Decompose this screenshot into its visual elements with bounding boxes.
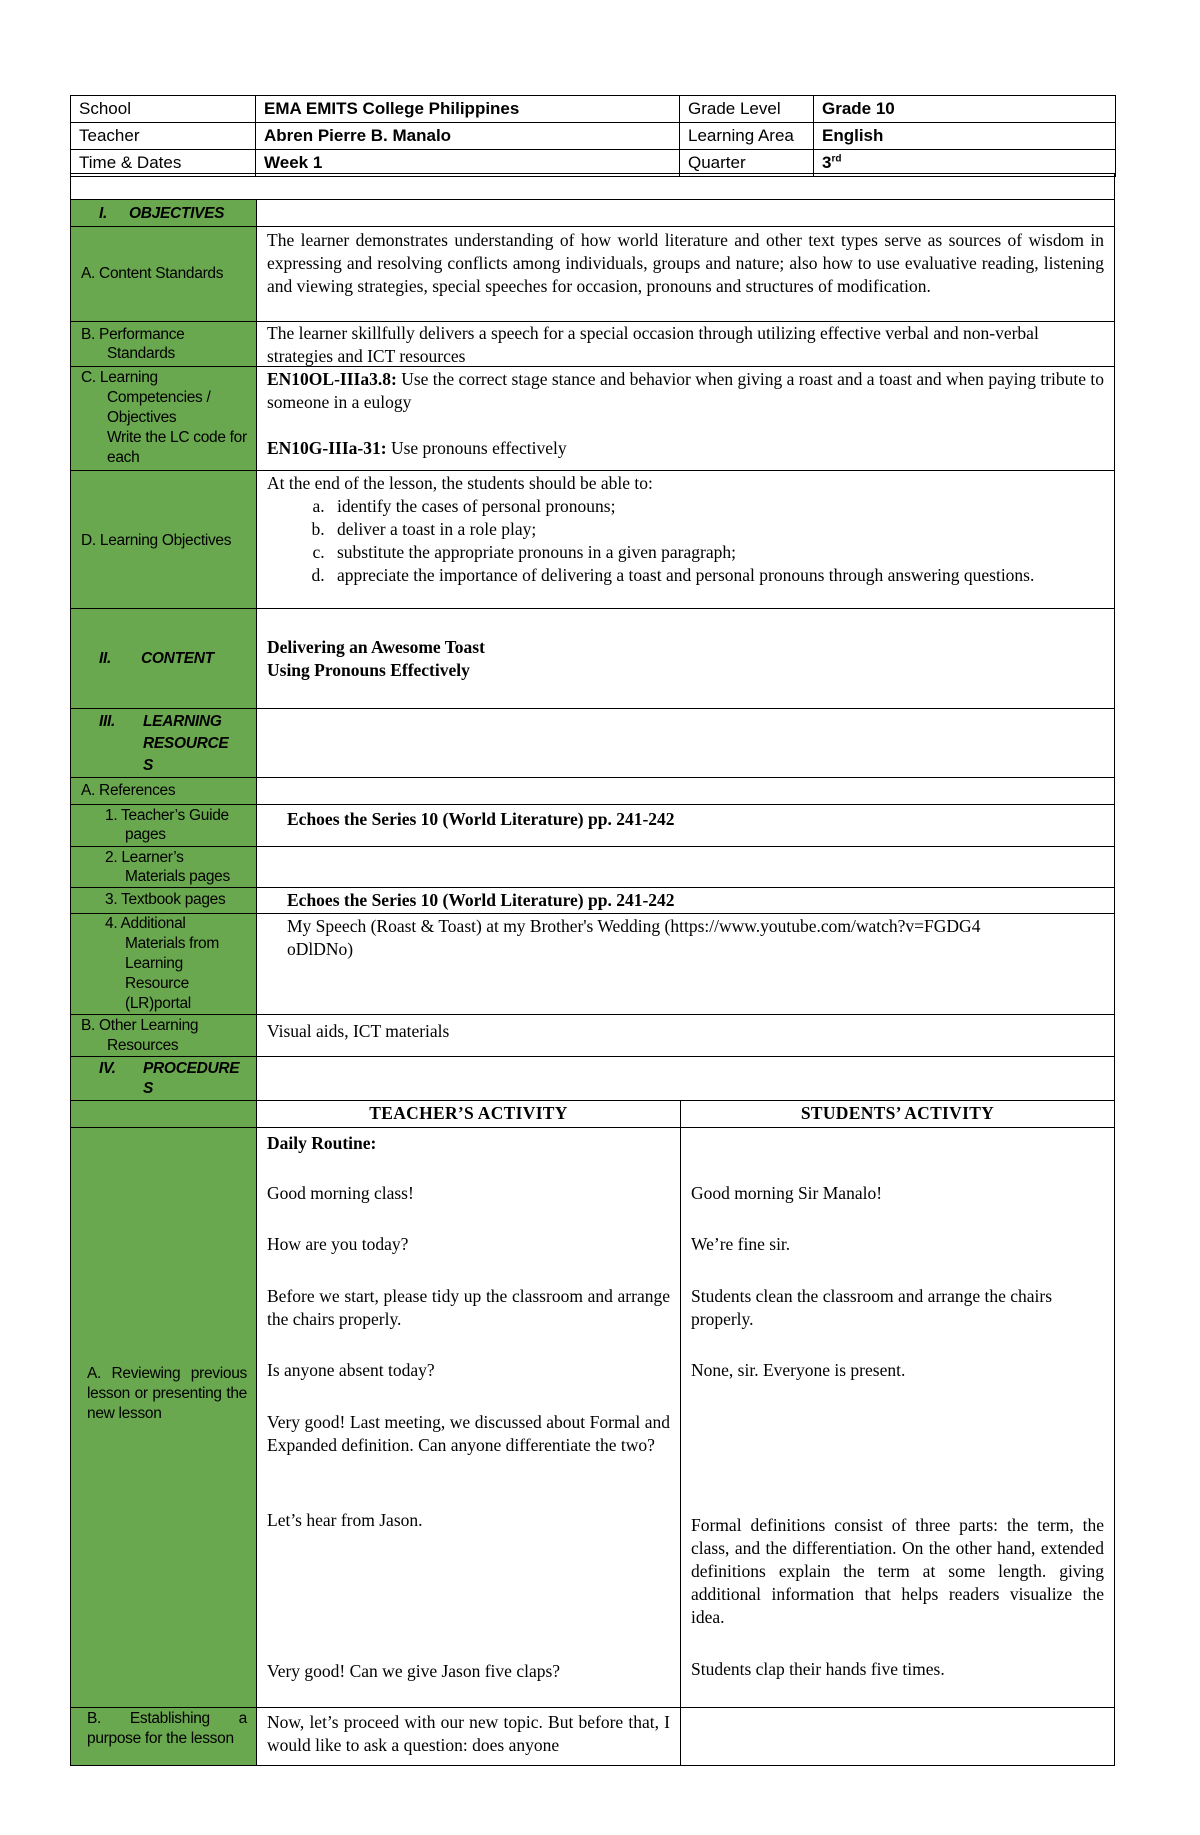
performance-standards-text: The learner skillfully delivers a speech for a special occasion through utilizing effective verbal and non-verbal strategies and ICT resources bbox=[267, 323, 1039, 366]
competency-2: EN10G-IIIa-31: Use pronouns effectively bbox=[267, 438, 567, 458]
teachers-guide-label: 1. Teacher’s Guide pages bbox=[70, 804, 257, 847]
competencies-text-cell bbox=[256, 366, 1115, 471]
teacher-line-2: How are you today? bbox=[267, 1234, 409, 1254]
teacher-activity-header-cell bbox=[256, 1100, 681, 1128]
additional-materials-label: 4. Additional Materials from Learning Resource (LR)portal bbox=[70, 913, 257, 1015]
school-value: EMA EMITS College Philippines bbox=[256, 96, 680, 123]
student-line-1: Good morning Sir Manalo! bbox=[691, 1183, 883, 1203]
content-title-1: Delivering an Awesome Toast bbox=[267, 637, 485, 657]
learning-resources-blank bbox=[256, 708, 1115, 778]
learning-objectives-text-cell bbox=[256, 470, 1115, 609]
teacher-line-7: Very good! Can we give Jason five claps? bbox=[267, 1661, 561, 1681]
textbook-pages-value-cell bbox=[256, 887, 1115, 914]
establishing-purpose-teacher-cell bbox=[256, 1707, 681, 1766]
student-line-7: Students clap their hands five times. bbox=[691, 1659, 945, 1679]
teacher-line-6: Let’s hear from Jason. bbox=[267, 1510, 423, 1530]
objectives-heading-blank bbox=[256, 199, 1115, 227]
teacher-line-3: Before we start, please tidy up the classroom and arrange the chairs properly. bbox=[267, 1286, 670, 1329]
time-dates-value: Week 1 bbox=[256, 150, 680, 177]
student-line-3: Students clean the classroom and arrange the chairs properly. bbox=[691, 1286, 1053, 1329]
textbook-pages-value: Echoes the Series 10 (World Literature) pp. 241-242 bbox=[287, 890, 675, 910]
teacher-line-4: Is anyone absent today? bbox=[267, 1360, 435, 1380]
performance-standards-text-cell bbox=[256, 321, 1115, 367]
teacher-label: Teacher bbox=[71, 123, 256, 150]
content-heading: II. CONTENT bbox=[70, 608, 257, 709]
content-standards-text: The learner demonstrates understanding of how world literature and other text types serve as sources of wisdom in expressing and resolving conflicts among individuals, groups and nature; also how to use evaluative reading, listening and viewing strategies, special speeches for occasion, pronouns and structures of modification. bbox=[267, 230, 1104, 296]
grade-level-value: Grade 10 bbox=[814, 96, 1116, 123]
school-label: School bbox=[71, 96, 256, 123]
teacher-value: Abren Pierre B. Manalo bbox=[256, 123, 680, 150]
learning-area-label: Learning Area bbox=[680, 123, 814, 150]
establishing-purpose-label: B. Establishing a purpose for the lesson bbox=[70, 1707, 257, 1766]
daily-routine-heading: Daily Routine: bbox=[267, 1133, 377, 1153]
learners-materials-label: 2. Learner’s Materials pages bbox=[70, 846, 257, 888]
students-activity-header: STUDENTS’ ACTIVITY bbox=[800, 1103, 995, 1123]
other-resources-value-cell bbox=[256, 1014, 1115, 1057]
additional-materials-value-cell bbox=[256, 913, 1115, 1015]
column-header-spacer bbox=[70, 1100, 257, 1128]
student-line-4: None, sir. Everyone is present. bbox=[691, 1360, 906, 1380]
performance-standards-label: B. Performance Standards bbox=[70, 321, 257, 367]
list-item: a. identify the cases of personal pronouns; bbox=[329, 495, 1104, 518]
student-line-6: Formal definitions consist of three parts: the term, the class, and the differentiation. On the other hand, extended definitions explain the term at some length. giving additional information that helps readers visualize the idea. bbox=[691, 1515, 1104, 1627]
quarter-label: Quarter bbox=[680, 150, 814, 177]
learning-resources-heading: III. LEARNING RESOURCE S bbox=[70, 708, 257, 778]
teacher-line-1: Good morning class! bbox=[267, 1183, 414, 1203]
list-item: c. substitute the appropriate pronouns in a given paragraph; bbox=[329, 541, 1104, 564]
procedures-blank bbox=[256, 1056, 1115, 1101]
references-label: A. References bbox=[70, 777, 257, 805]
references-blank bbox=[256, 777, 1115, 805]
content-standards-text-cell bbox=[256, 226, 1115, 322]
other-resources-value: Visual aids, ICT materials bbox=[267, 1021, 450, 1041]
quarter-value: 3rd bbox=[814, 150, 1116, 177]
objectives-heading: I. OBJECTIVES bbox=[70, 199, 257, 227]
procedures-heading: IV. PROCEDURE S bbox=[70, 1056, 257, 1101]
competency-1: EN10OL-IIIa3.8: Use the correct stage stance and behavior when giving a roast and a toast and when paying tribute to someone in a eulogy bbox=[267, 369, 1105, 412]
learning-objectives-list bbox=[251, 495, 1104, 587]
learning-area-value: English bbox=[814, 123, 1116, 150]
blank-row bbox=[70, 173, 1115, 200]
content-title-cell bbox=[256, 608, 1115, 709]
grade-level-label: Grade Level bbox=[680, 96, 814, 123]
teacher-activity-header: TEACHER’S ACTIVITY bbox=[369, 1103, 568, 1123]
header-table bbox=[70, 95, 1116, 177]
teachers-guide-value: Echoes the Series 10 (World Literature) pp. 241-242 bbox=[287, 809, 675, 829]
additional-materials-value: My Speech (Roast & Toast) at my Brother's Wedding (https://www.youtube.com/watch?v=FGDG4oDlDNo) bbox=[287, 916, 981, 959]
other-resources-label: B. Other Learning Resources bbox=[70, 1014, 257, 1057]
content-title-2: Using Pronouns Effectively bbox=[267, 660, 470, 680]
content-standards-label: A. Content Standards bbox=[70, 226, 257, 322]
teachers-guide-value-cell bbox=[256, 804, 1115, 847]
textbook-pages-label: 3. Textbook pages bbox=[70, 887, 257, 914]
learning-objectives-intro: At the end of the lesson, the students should be able to: bbox=[267, 473, 653, 493]
student-line-2: We’re fine sir. bbox=[691, 1234, 791, 1254]
list-item: d. appreciate the importance of delivering a toast and personal pronouns through answering questions. bbox=[329, 564, 1104, 587]
list-item: b. deliver a toast in a role play; bbox=[329, 518, 1104, 541]
learners-materials-blank bbox=[256, 846, 1115, 888]
reviewing-teacher-cell bbox=[256, 1127, 681, 1708]
learning-objectives-label: D. Learning Objectives bbox=[70, 470, 257, 609]
establishing-purpose-teacher-text: Now, let’s proceed with our new topic. But before that, I would like to ask a question: does anyone bbox=[267, 1712, 670, 1755]
students-activity-header-cell bbox=[680, 1100, 1115, 1128]
teacher-line-5: Very good! Last meeting, we discussed about Formal and Expanded definition. Can anyone differentiate the two? bbox=[267, 1412, 670, 1455]
reviewing-students-cell bbox=[680, 1127, 1115, 1708]
time-dates-label: Time & Dates bbox=[71, 150, 256, 177]
reviewing-lesson-label: A. Reviewing previous lesson or presenting the new lesson bbox=[70, 1127, 257, 1708]
establishing-purpose-students-cell bbox=[680, 1707, 1115, 1766]
competencies-label: C. Learning Competencies / Objectives Write the LC code for each bbox=[70, 366, 257, 471]
